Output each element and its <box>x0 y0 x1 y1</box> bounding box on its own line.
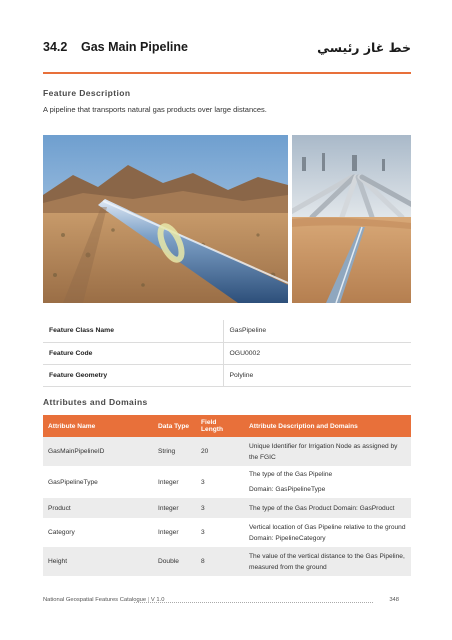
footer-dot-leader <box>134 602 373 603</box>
attribute-description-line: The type of the Gas Pipeline <box>249 471 333 478</box>
attribute-type: Integer <box>158 478 179 486</box>
pipeline-rack-photo <box>292 135 411 303</box>
section-title-arabic: خط غاز رئيسي <box>317 40 411 55</box>
attribute-length: 20 <box>196 437 244 466</box>
table-row <box>43 437 411 466</box>
table-row <box>43 518 411 547</box>
property-row <box>43 342 411 364</box>
section-header <box>43 40 411 60</box>
page-footer <box>43 597 411 609</box>
attribute-name: Category <box>48 529 75 536</box>
property-label: Feature Geometry <box>43 364 223 386</box>
attribute-length: 3 <box>201 478 205 486</box>
property-label: Feature Code <box>43 342 223 364</box>
property-value: OGU0002 <box>223 342 411 364</box>
feature-description-text: A pipeline that transports natural gas products over large distances. <box>43 105 267 114</box>
attributes-heading: Attributes and Domains <box>43 397 148 407</box>
property-value: Polyline <box>223 364 411 386</box>
attribute-description: The value of the vertical distance to the Gas Pipeline, measured from the ground <box>244 547 411 576</box>
attribute-description: The type of the Gas Product Domain: GasProduct <box>244 498 411 518</box>
property-row <box>43 364 411 386</box>
attribute-domain-line: Domain: GasPipelineType <box>249 486 326 493</box>
attribute-type: String <box>153 437 196 466</box>
attribute-type: Integer <box>158 529 179 536</box>
feature-description-heading: Feature Description <box>43 88 131 98</box>
section-number: 34.2 <box>43 40 68 54</box>
attribute-description <box>244 466 411 498</box>
column-header: Field Length <box>196 415 244 437</box>
attribute-name: GasPipelineType <box>48 478 98 486</box>
section-title: Gas Main Pipeline <box>81 40 188 54</box>
column-header: Data Type <box>153 415 196 437</box>
attribute-type: Integer <box>153 498 196 518</box>
property-label: Feature Class Name <box>43 320 223 342</box>
attribute-length: 8 <box>196 547 244 576</box>
footer-catalogue-name: National Geospatial Features Catalogue <box>43 597 147 603</box>
attributes-header-row <box>43 415 411 437</box>
page-number: 348 <box>389 597 399 603</box>
table-row <box>43 547 411 576</box>
column-header: Attribute Name <box>43 415 153 437</box>
attribute-name: Product <box>43 498 153 518</box>
table-row <box>43 466 411 498</box>
header-divider <box>43 72 411 74</box>
attribute-length: 3 <box>201 529 205 536</box>
column-header: Attribute Description and Domains <box>244 415 411 437</box>
feature-properties-table <box>43 320 411 387</box>
attribute-name: Height <box>43 547 153 576</box>
pipeline-desert-photo <box>43 135 288 303</box>
footer-separator: | <box>147 597 150 603</box>
property-row <box>43 320 411 342</box>
property-value: GasPipeline <box>223 320 411 342</box>
attributes-table <box>43 415 411 576</box>
attribute-length: 3 <box>196 498 244 518</box>
attribute-type: Double <box>153 547 196 576</box>
attribute-description: Vertical location of Gas Pipeline relative to the ground Domain: PipelineCategory <box>249 523 406 542</box>
attribute-name: GasMainPipelineID <box>43 437 153 466</box>
table-row <box>43 498 411 518</box>
footer-version: V 1.0 <box>150 597 165 603</box>
attribute-description: Unique Identifier for Irrigation Node as assigned by the FGIC <box>244 437 411 466</box>
